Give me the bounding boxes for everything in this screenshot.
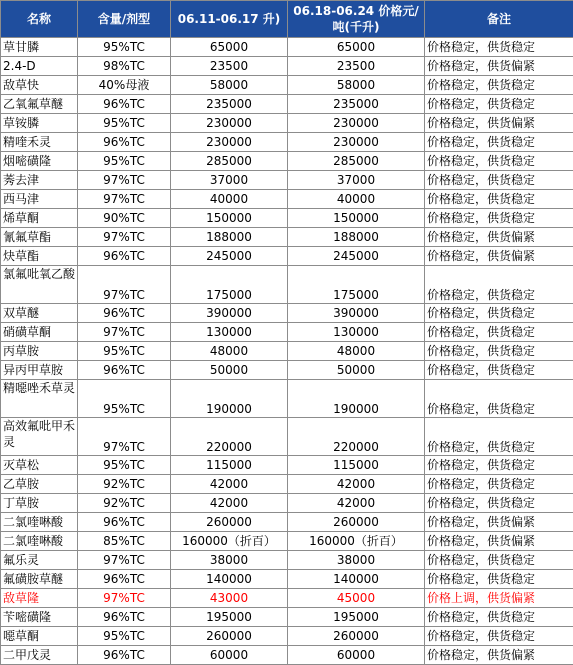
cell-note: 价格上调，供货偏紧 xyxy=(425,589,573,608)
cell-price-week2: 37000 xyxy=(288,171,425,190)
cell-name: 烟嘧磺隆 xyxy=(1,152,78,171)
cell-spec: 95%TC xyxy=(78,152,171,171)
cell-price-week1: 37000 xyxy=(171,171,288,190)
table-row xyxy=(1,513,573,532)
cell-name: 噁草酮 xyxy=(1,627,78,646)
cell-name: 硝磺草酮 xyxy=(1,323,78,342)
cell-price-week2: 50000 xyxy=(288,361,425,380)
cell-price-week1: 285000 xyxy=(171,152,288,171)
cell-price-week1: 48000 xyxy=(171,342,288,361)
cell-note: 价格稳定，供货稳定 xyxy=(425,190,573,209)
cell-note: 价格稳定，供货稳定 xyxy=(425,608,573,627)
cell-spec: 92%TC xyxy=(78,475,171,494)
cell-price-week1: 43000 xyxy=(171,589,288,608)
cell-spec: 96%TC xyxy=(78,361,171,380)
cell-note: 价格稳定，供货稳定 xyxy=(425,38,573,57)
cell-note: 价格稳定，供货稳定 xyxy=(425,494,573,513)
cell-price-week1: 390000 xyxy=(171,304,288,323)
table-row xyxy=(1,190,573,209)
cell-note: 价格稳定，供货偏紧 xyxy=(425,228,573,247)
cell-spec: 96%TC xyxy=(78,133,171,152)
cell-note: 价格稳定，供货稳定 xyxy=(425,570,573,589)
cell-price-week2: 230000 xyxy=(288,114,425,133)
cell-spec: 97%TC xyxy=(78,323,171,342)
cell-note: 价格稳定，供货稳定 xyxy=(425,95,573,114)
table-row xyxy=(1,38,573,57)
cell-spec: 95%TC xyxy=(78,342,171,361)
cell-price-week1: 42000 xyxy=(171,475,288,494)
table-row xyxy=(1,209,573,228)
cell-spec: 96%TC xyxy=(78,247,171,266)
cell-name: 氟磺胺草醚 xyxy=(1,570,78,589)
cell-note: 价格稳定，供货偏紧 xyxy=(425,57,573,76)
table-row xyxy=(1,456,573,475)
cell-price-week1: 140000 xyxy=(171,570,288,589)
table-row xyxy=(1,171,573,190)
cell-price-week2: 390000 xyxy=(288,304,425,323)
cell-name: 炔草酯 xyxy=(1,247,78,266)
cell-price-week2: 190000 xyxy=(288,380,425,418)
cell-spec: 97%TC xyxy=(78,551,171,570)
cell-name: 精噁唑禾草灵 xyxy=(1,380,78,418)
cell-price-week2: 235000 xyxy=(288,95,425,114)
cell-price-week2: 245000 xyxy=(288,247,425,266)
cell-spec: 95%TC xyxy=(78,627,171,646)
cell-name: 烯草酮 xyxy=(1,209,78,228)
cell-price-week1: 160000（折百） xyxy=(171,532,288,551)
cell-spec: 95%TC xyxy=(78,114,171,133)
cell-spec: 40%母液 xyxy=(78,76,171,95)
cell-price-week2: 130000 xyxy=(288,323,425,342)
table-row xyxy=(1,76,573,95)
cell-name: 西马津 xyxy=(1,190,78,209)
cell-price-week2: 175000 xyxy=(288,266,425,304)
cell-price-week1: 260000 xyxy=(171,627,288,646)
cell-price-week1: 195000 xyxy=(171,608,288,627)
cell-price-week2: 48000 xyxy=(288,342,425,361)
cell-spec: 97%TC xyxy=(78,266,171,304)
cell-price-week2: 58000 xyxy=(288,76,425,95)
table-row xyxy=(1,304,573,323)
cell-name: 灭草松 xyxy=(1,456,78,475)
table-row xyxy=(1,627,573,646)
cell-price-week1: 40000 xyxy=(171,190,288,209)
cell-name: 草铵膦 xyxy=(1,114,78,133)
cell-price-week1: 188000 xyxy=(171,228,288,247)
cell-price-week1: 130000 xyxy=(171,323,288,342)
cell-price-week1: 230000 xyxy=(171,133,288,152)
cell-spec: 96%TC xyxy=(78,513,171,532)
cell-spec: 96%TC xyxy=(78,646,171,665)
table-row xyxy=(1,228,573,247)
cell-name: 氯氟吡氧乙酸 xyxy=(1,266,78,304)
cell-name: 二氯喹啉酸 xyxy=(1,513,78,532)
cell-note: 价格稳定，供货偏紧 xyxy=(425,646,573,665)
header-period2: 06.18-06.24 价格元/吨(千升) xyxy=(288,1,425,38)
cell-price-week2: 285000 xyxy=(288,152,425,171)
cell-name: 异丙甲草胺 xyxy=(1,361,78,380)
header-row xyxy=(1,1,573,38)
cell-price-week2: 45000 xyxy=(288,589,425,608)
table-row xyxy=(1,133,573,152)
cell-spec: 90%TC xyxy=(78,209,171,228)
table-row xyxy=(1,380,573,418)
table-row xyxy=(1,475,573,494)
cell-spec: 97%TC xyxy=(78,228,171,247)
cell-price-week2: 65000 xyxy=(288,38,425,57)
header-note: 备注 xyxy=(425,1,573,38)
cell-price-week1: 115000 xyxy=(171,456,288,475)
cell-price-week2: 40000 xyxy=(288,190,425,209)
cell-name: 苄嘧磺隆 xyxy=(1,608,78,627)
table-row xyxy=(1,570,573,589)
cell-note: 价格稳定，供货稳定 xyxy=(425,266,573,304)
cell-name: 双草醚 xyxy=(1,304,78,323)
cell-price-week2: 160000（折百） xyxy=(288,532,425,551)
cell-price-week1: 38000 xyxy=(171,551,288,570)
cell-spec: 96%TC xyxy=(78,570,171,589)
cell-price-week2: 195000 xyxy=(288,608,425,627)
cell-note: 价格稳定，供货稳定 xyxy=(425,209,573,228)
cell-price-week1: 42000 xyxy=(171,494,288,513)
table-row xyxy=(1,589,573,608)
cell-price-week1: 235000 xyxy=(171,95,288,114)
cell-note: 价格稳定，供货稳定 xyxy=(425,627,573,646)
cell-note: 价格稳定，供货稳定 xyxy=(425,418,573,456)
cell-spec: 95%TC xyxy=(78,380,171,418)
cell-name: 敌草隆 xyxy=(1,589,78,608)
cell-spec: 95%TC xyxy=(78,456,171,475)
table-row xyxy=(1,494,573,513)
cell-note: 价格稳定，供货稳定 xyxy=(425,380,573,418)
cell-name: 敌草快 xyxy=(1,76,78,95)
cell-spec: 95%TC xyxy=(78,38,171,57)
cell-price-week2: 260000 xyxy=(288,627,425,646)
cell-price-week1: 58000 xyxy=(171,76,288,95)
cell-price-week2: 150000 xyxy=(288,209,425,228)
cell-spec: 96%TC xyxy=(78,304,171,323)
cell-price-week1: 230000 xyxy=(171,114,288,133)
cell-name: 乙草胺 xyxy=(1,475,78,494)
cell-name: 丁草胺 xyxy=(1,494,78,513)
cell-price-week2: 140000 xyxy=(288,570,425,589)
cell-note: 价格稳定，供货偏紧 xyxy=(425,114,573,133)
cell-price-week1: 60000 xyxy=(171,646,288,665)
cell-price-week2: 23500 xyxy=(288,57,425,76)
cell-name: 丙草胺 xyxy=(1,342,78,361)
cell-price-week2: 115000 xyxy=(288,456,425,475)
cell-price-week2: 42000 xyxy=(288,475,425,494)
table-row xyxy=(1,57,573,76)
cell-note: 价格稳定，供货稳定 xyxy=(425,456,573,475)
table-row xyxy=(1,323,573,342)
cell-name: 2.4-D xyxy=(1,57,78,76)
table-row xyxy=(1,152,573,171)
cell-price-week1: 175000 xyxy=(171,266,288,304)
table-row xyxy=(1,247,573,266)
cell-spec: 97%TC xyxy=(78,190,171,209)
table-row xyxy=(1,608,573,627)
cell-spec: 98%TC xyxy=(78,57,171,76)
cell-price-week2: 60000 xyxy=(288,646,425,665)
cell-note: 价格稳定，供货稳定 xyxy=(425,342,573,361)
cell-note: 价格稳定，供货偏紧 xyxy=(425,247,573,266)
table-body xyxy=(1,38,573,665)
cell-name: 草甘膦 xyxy=(1,38,78,57)
table-row xyxy=(1,532,573,551)
cell-spec: 92%TC xyxy=(78,494,171,513)
cell-price-week1: 220000 xyxy=(171,418,288,456)
cell-price-week2: 230000 xyxy=(288,133,425,152)
cell-note: 价格稳定，供货稳定 xyxy=(425,361,573,380)
header-period1: 06.11-06.17 升) xyxy=(171,1,288,38)
cell-spec: 97%TC xyxy=(78,171,171,190)
cell-price-week1: 245000 xyxy=(171,247,288,266)
cell-price-week1: 150000 xyxy=(171,209,288,228)
cell-price-week2: 260000 xyxy=(288,513,425,532)
header-name: 名称 xyxy=(1,1,78,38)
cell-note: 价格稳定，供货稳定 xyxy=(425,133,573,152)
cell-spec: 97%TC xyxy=(78,589,171,608)
cell-note: 价格稳定，供货偏紧 xyxy=(425,513,573,532)
cell-note: 价格稳定，供货稳定 xyxy=(425,475,573,494)
cell-price-week2: 188000 xyxy=(288,228,425,247)
cell-price-week2: 42000 xyxy=(288,494,425,513)
cell-note: 价格稳定，供货稳定 xyxy=(425,551,573,570)
cell-price-week1: 65000 xyxy=(171,38,288,57)
header-spec: 含量/剂型 xyxy=(78,1,171,38)
cell-note: 价格稳定，供货稳定 xyxy=(425,171,573,190)
cell-spec: 85%TC xyxy=(78,532,171,551)
cell-price-week1: 260000 xyxy=(171,513,288,532)
cell-name: 莠去津 xyxy=(1,171,78,190)
table-row xyxy=(1,342,573,361)
cell-note: 价格稳定，供货稳定 xyxy=(425,152,573,171)
cell-price-week1: 190000 xyxy=(171,380,288,418)
table-row xyxy=(1,646,573,665)
cell-name: 氰氟草酯 xyxy=(1,228,78,247)
table-row xyxy=(1,418,573,456)
table-row xyxy=(1,114,573,133)
cell-note: 价格稳定，供货稳定 xyxy=(425,304,573,323)
table-row xyxy=(1,266,573,304)
cell-note: 价格稳定，供货稳定 xyxy=(425,323,573,342)
cell-name: 二氯喹啉酸 xyxy=(1,532,78,551)
cell-spec: 96%TC xyxy=(78,608,171,627)
cell-name: 高效氟吡甲禾灵 xyxy=(1,418,78,456)
cell-price-week1: 50000 xyxy=(171,361,288,380)
cell-spec: 97%TC xyxy=(78,418,171,456)
table-row xyxy=(1,551,573,570)
cell-note: 价格稳定，供货偏紧 xyxy=(425,532,573,551)
table-row xyxy=(1,361,573,380)
cell-name: 二甲戊灵 xyxy=(1,646,78,665)
cell-note: 价格稳定，供货稳定 xyxy=(425,76,573,95)
table-row xyxy=(1,95,573,114)
cell-name: 氟乐灵 xyxy=(1,551,78,570)
cell-price-week2: 38000 xyxy=(288,551,425,570)
cell-spec: 96%TC xyxy=(78,95,171,114)
cell-name: 乙氧氟草醚 xyxy=(1,95,78,114)
cell-price-week2: 220000 xyxy=(288,418,425,456)
cell-name: 精喹禾灵 xyxy=(1,133,78,152)
cell-price-week1: 23500 xyxy=(171,57,288,76)
